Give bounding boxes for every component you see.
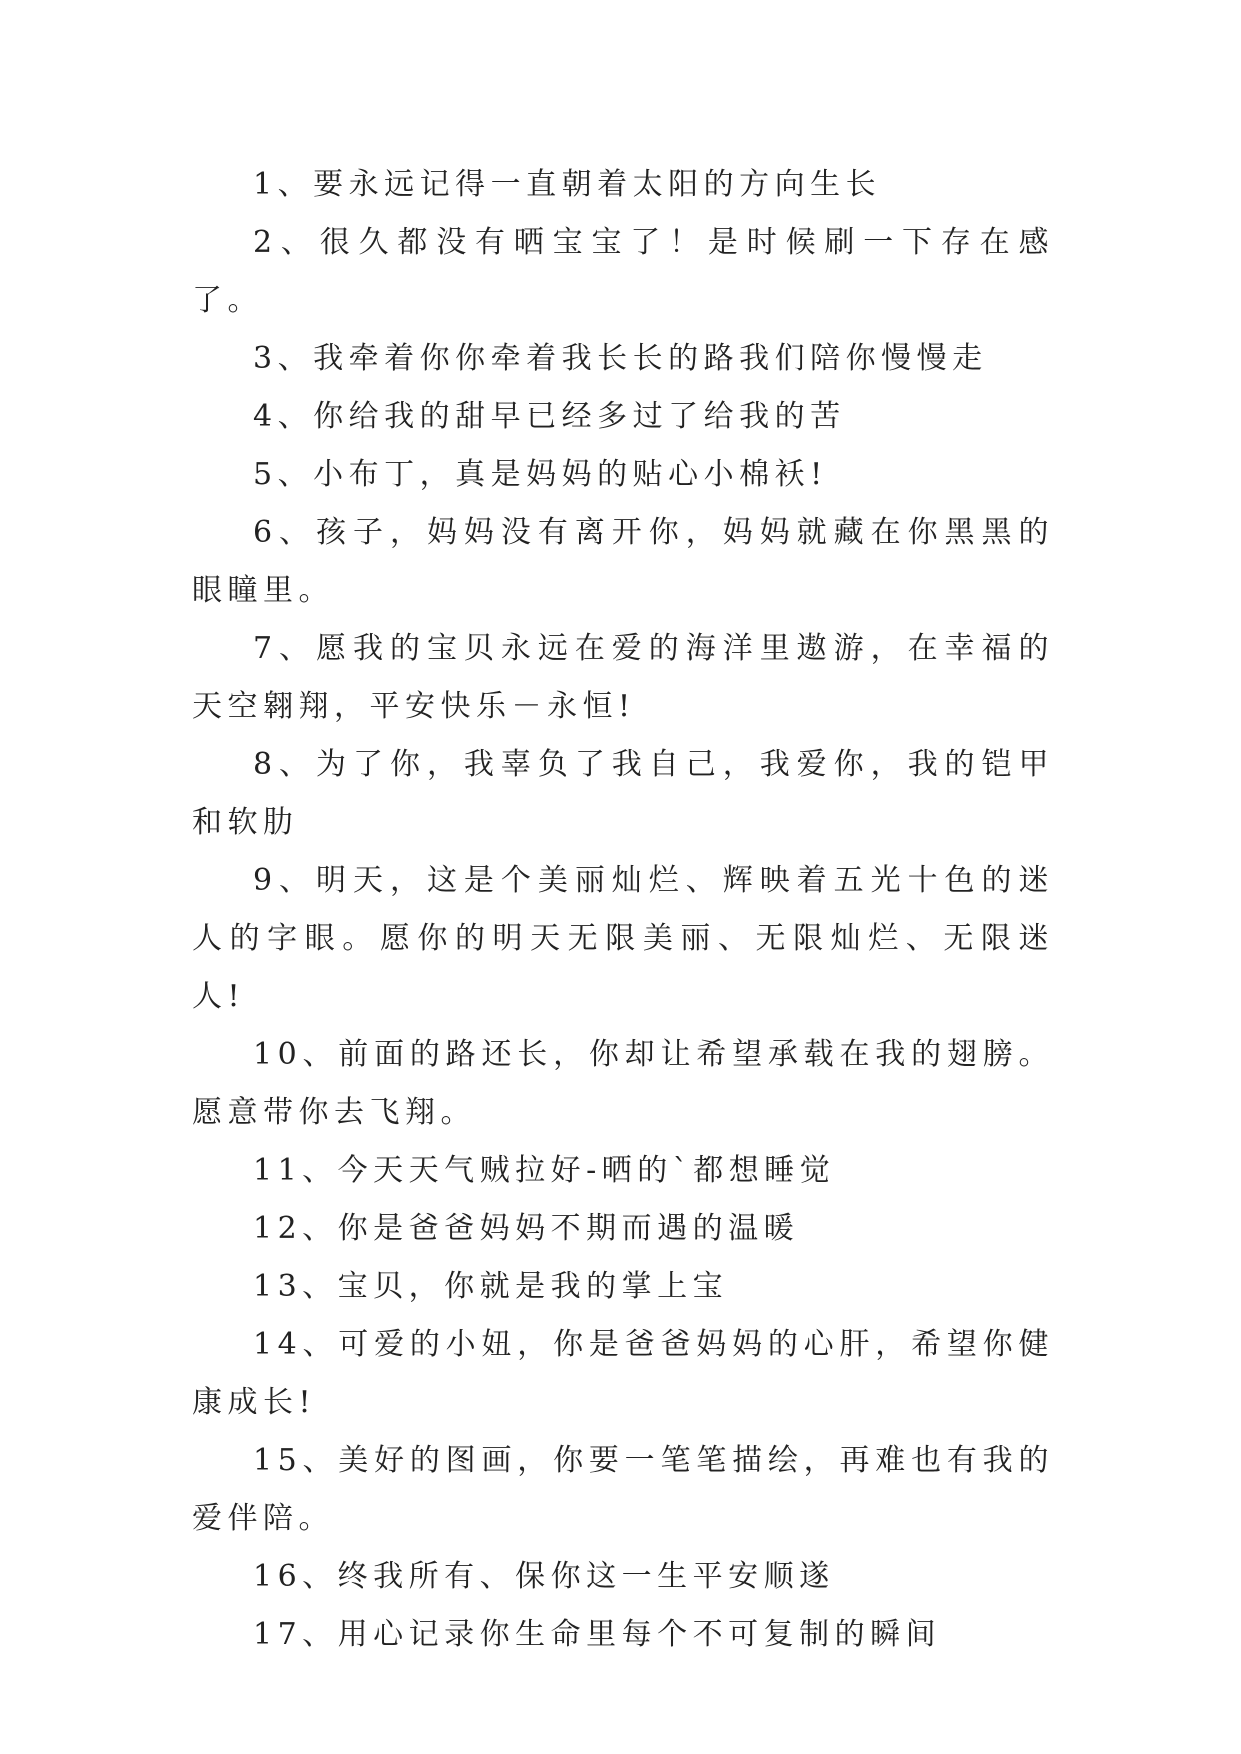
paragraph-15: 15、美好的图画，你要一笔笔描绘，再难也有我的爱伴陪。 bbox=[192, 1443, 1054, 1536]
paragraph-4: 4、你给我的甜早已经多过了给我的苦 bbox=[253, 399, 846, 434]
paragraph-17: 17、用心记录你生命里每个不可复制的瞬间 bbox=[253, 1617, 942, 1652]
paragraph-13: 13、宝贝，你就是我的掌上宝 bbox=[253, 1269, 729, 1304]
paragraph-8: 8、为了你，我辜负了我自己，我爱你，我的铠甲和软肋 bbox=[192, 747, 1054, 840]
document-body bbox=[192, 156, 1054, 1664]
paragraph-12: 12、你是爸爸妈妈不期而遇的温暖 bbox=[253, 1211, 800, 1246]
paragraph-16: 16、终我所有、保你这一生平安顺遂 bbox=[253, 1559, 835, 1594]
paragraph-2: 2、很久都没有晒宝宝了！是时候刷一下存在感了。 bbox=[192, 225, 1054, 318]
paragraph-3: 3、我牵着你你牵着我长长的路我们陪你慢慢走 bbox=[253, 341, 988, 376]
paragraph-7: 7、愿我的宝贝永远在爱的海洋里遨游，在幸福的天空翱翔，平安快乐－永恒! bbox=[192, 631, 1054, 724]
paragraph-14: 14、可爱的小妞，你是爸爸妈妈的心肝，希望你健康成长! bbox=[192, 1327, 1054, 1420]
paragraph-6: 6、孩子，妈妈没有离开你，妈妈就藏在你黑黑的眼瞳里。 bbox=[192, 515, 1054, 608]
paragraph-1: 1、要永远记得一直朝着太阳的方向生长 bbox=[253, 167, 882, 202]
paragraph-9: 9、明天，这是个美丽灿烂、辉映着五光十色的迷人的字眼。愿你的明天无限美丽、无限灿烂、无限迷人! bbox=[192, 863, 1054, 1014]
paragraph-10: 10、前面的路还长，你却让希望承载在我的翅膀。愿意带你去飞翔。 bbox=[192, 1037, 1054, 1130]
paragraph-5: 5、小布丁，真是妈妈的贴心小棉袄! bbox=[253, 457, 828, 492]
paragraph-11: 11、今天天气贼拉好-晒的`都想睡觉 bbox=[253, 1153, 836, 1188]
